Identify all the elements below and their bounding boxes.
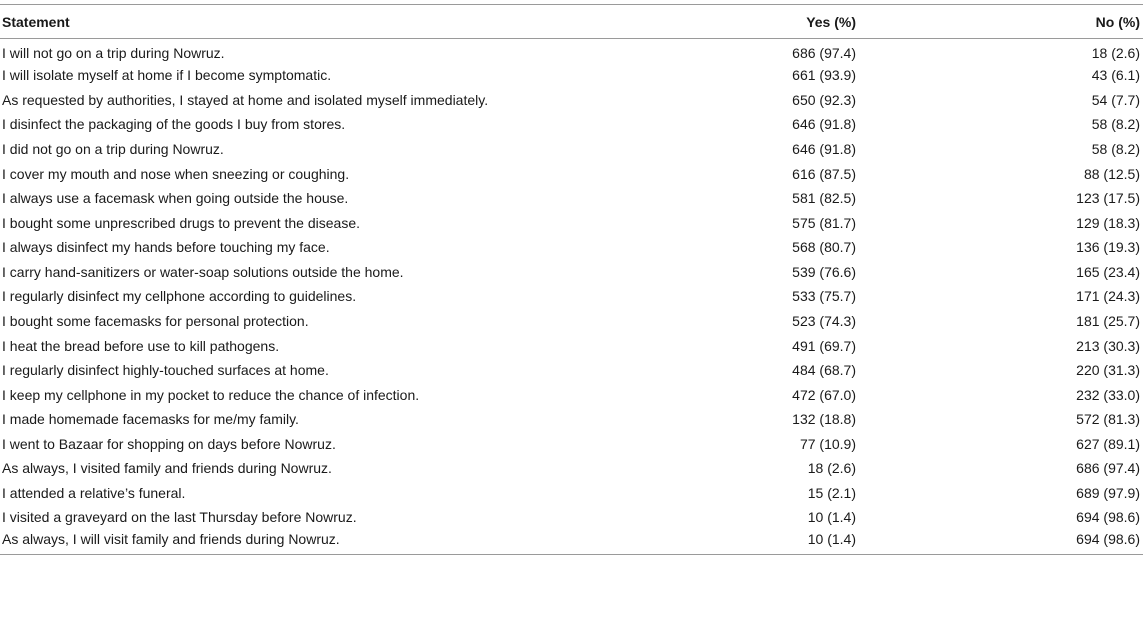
table-row <box>0 210 1143 235</box>
table-row <box>0 456 1143 481</box>
header-no: No (%) <box>909 5 1143 39</box>
table-row <box>0 309 1143 334</box>
statement-cell: I went to Bazaar for shopping on days before Nowruz. <box>2 435 336 452</box>
table-row <box>0 432 1143 457</box>
no-cell: 123 (17.5) <box>1076 190 1140 207</box>
no-cell: 686 (97.4) <box>1076 460 1140 477</box>
statement-cell: I will not go on a trip during Nowruz. <box>2 45 225 62</box>
table-row <box>0 235 1143 260</box>
no-cell: 181 (25.7) <box>1076 312 1140 329</box>
no-cell: 165 (23.4) <box>1076 263 1140 280</box>
statement-cell: I visited a graveyard on the last Thursday before Nowruz. <box>2 509 357 526</box>
table-row <box>0 88 1143 113</box>
yes-cell: 491 (69.7) <box>792 337 856 354</box>
statement-cell: I keep my cellphone in my pocket to reduce the chance of infection. <box>2 386 420 403</box>
yes-cell: 523 (74.3) <box>792 312 856 329</box>
header-statement: Statement <box>0 5 743 39</box>
no-cell: 694 (98.6) <box>1076 509 1140 526</box>
table-row <box>0 382 1143 407</box>
no-cell: 58 (8.2) <box>1091 141 1140 158</box>
statement-cell: I will isolate myself at home if I become symptomatic. <box>2 67 332 84</box>
no-cell: 171 (24.3) <box>1076 288 1140 305</box>
yes-cell: 18 (2.6) <box>807 460 856 477</box>
statement-cell: As always, I will visit family and friends during Nowruz. <box>0 530 743 555</box>
statement-cell: I regularly disinfect highly-touched surfaces at home. <box>2 362 329 379</box>
table-row <box>0 112 1143 137</box>
no-cell: 572 (81.3) <box>1076 411 1140 428</box>
table-row <box>0 481 1143 506</box>
yes-cell: 472 (67.0) <box>792 386 856 403</box>
table-row <box>0 407 1143 432</box>
yes-cell: 539 (76.6) <box>792 263 856 280</box>
survey-results-table <box>0 4 1143 555</box>
yes-cell: 132 (18.8) <box>792 411 856 428</box>
statement-cell: I always disinfect my hands before touching my face. <box>2 239 330 256</box>
no-cell: 689 (97.9) <box>1076 484 1140 501</box>
yes-cell: 77 (10.9) <box>799 435 856 452</box>
yes-cell: 650 (92.3) <box>792 91 856 108</box>
yes-cell: 646 (91.8) <box>792 141 856 158</box>
yes-cell: 484 (68.7) <box>792 362 856 379</box>
table-row <box>0 39 1143 64</box>
table-row <box>0 161 1143 186</box>
table-row <box>0 284 1143 309</box>
table-row <box>0 63 1143 88</box>
no-cell: 43 (6.1) <box>1091 67 1140 84</box>
table-header <box>0 5 1143 39</box>
yes-cell: 616 (87.5) <box>792 165 856 182</box>
statement-cell: I bought some unprescribed drugs to prevent the disease. <box>2 214 360 231</box>
header-row <box>0 5 1143 39</box>
yes-cell: 686 (97.4) <box>792 45 856 62</box>
no-cell: 694 (98.6) <box>909 530 1143 555</box>
yes-cell: 581 (82.5) <box>792 190 856 207</box>
no-cell: 213 (30.3) <box>1076 337 1140 354</box>
statement-cell: I carry hand-sanitizers or water-soap solutions outside the home. <box>2 263 404 280</box>
yes-cell: 568 (80.7) <box>792 239 856 256</box>
table-row <box>0 260 1143 285</box>
table-row <box>0 333 1143 358</box>
yes-cell: 646 (91.8) <box>792 116 856 133</box>
statement-cell: I always use a facemask when going outside the house. <box>2 190 349 207</box>
statement-cell: I bought some facemasks for personal protection. <box>2 312 309 329</box>
no-cell: 232 (33.0) <box>1076 386 1140 403</box>
statement-cell: I made homemade facemasks for me/my family. <box>2 411 299 428</box>
no-cell: 18 (2.6) <box>1091 45 1140 62</box>
yes-cell: 15 (2.1) <box>807 484 856 501</box>
no-cell: 220 (31.3) <box>1076 362 1140 379</box>
statement-cell: I disinfect the packaging of the goods I buy from stores. <box>2 116 346 133</box>
yes-cell: 533 (75.7) <box>792 288 856 305</box>
yes-cell: 575 (81.7) <box>792 214 856 231</box>
statement-cell: As requested by authorities, I stayed at home and isolated myself immediately. <box>2 91 489 108</box>
statement-cell: I regularly disinfect my cellphone according to guidelines. <box>2 288 357 305</box>
no-cell: 54 (7.7) <box>1091 91 1140 108</box>
table-row <box>0 530 1143 555</box>
no-cell: 58 (8.2) <box>1091 116 1140 133</box>
statement-cell: I attended a relative’s funeral. <box>2 484 186 501</box>
no-cell: 88 (12.5) <box>1083 165 1140 182</box>
table-row <box>0 186 1143 211</box>
no-cell: 627 (89.1) <box>1076 435 1140 452</box>
no-cell: 136 (19.3) <box>1076 239 1140 256</box>
statement-cell: I cover my mouth and nose when sneezing or coughing. <box>2 165 350 182</box>
yes-cell: 10 (1.4) <box>807 509 856 526</box>
yes-cell: 661 (93.9) <box>792 67 856 84</box>
table-body <box>0 39 1143 555</box>
statement-cell: As always, I visited family and friends during Nowruz. <box>2 460 332 477</box>
table-row <box>0 505 1143 530</box>
table-row <box>0 137 1143 162</box>
no-cell: 129 (18.3) <box>1076 214 1140 231</box>
statement-cell: I did not go on a trip during Nowruz. <box>2 141 224 158</box>
table-row <box>0 358 1143 383</box>
statement-cell: I heat the bread before use to kill pathogens. <box>2 337 280 354</box>
yes-cell: 10 (1.4) <box>743 530 909 555</box>
header-yes: Yes (%) <box>743 5 909 39</box>
